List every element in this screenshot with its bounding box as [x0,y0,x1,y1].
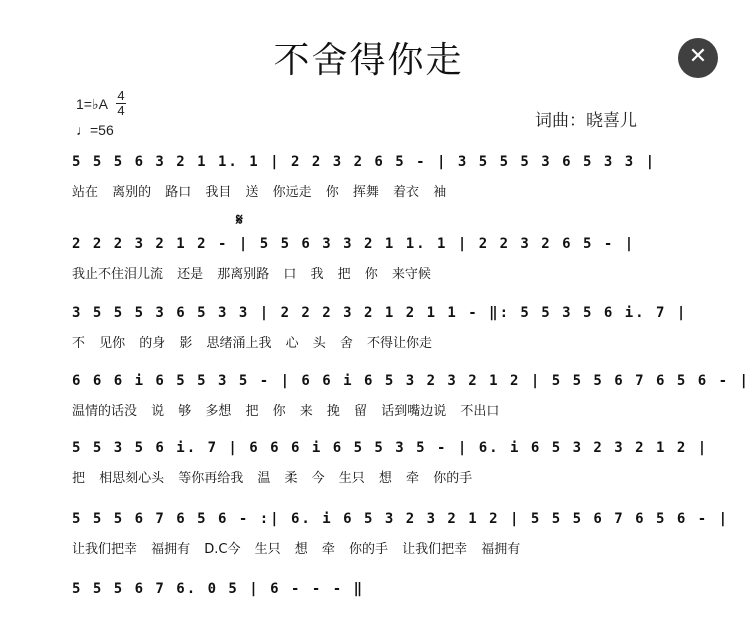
song-title: 不舍得你走 [273,40,464,81]
notation-line-2: 2 2 2 3 2 1 2 - | 5 5 6 3 3 2 1 1. 1 | 2 2 3 2 6 5 - | [72,236,636,252]
lyrics-line-6: 让我们把幸 福拥有 D.C今 生只 想 牵 你的手 让我们把幸 福拥有 [72,542,521,557]
lyrics-line-2: 我止不住泪儿流 还是 那离别路 口 我 把 你 来守候 [72,267,431,282]
notation-line-6: 5 5 5 6 7 6 5 6 - :| 6. i 6 5 3 2 3 2 1 2 | 5 5 5 6 7 6 5 6 - | [72,511,730,527]
lyrics-line-5: 把 相思刻心头 等你再给我 温 柔 今 生只 想 牵 你的手 [72,471,473,486]
notation-line-4: 6 6 6 i 6 5 5 3 5 - | 6 6 i 6 5 3 2 3 2 1 2 | 5 5 5 6 7 6 5 6 - | [72,373,750,389]
notation-line-5: 5 5 3 5 6 i. 7 | 6 6 6 i 6 5 5 3 5 - | 6. i 6 5 3 2 3 2 1 2 | [72,440,709,456]
lyrics-line-1: 站在 离别的 路口 我目 送 你远走 你 挥舞 着衣 袖 [72,185,447,200]
key-signature: 1=♭A [76,96,108,112]
lyricist-composer-credit: 词曲：晓喜儿 [535,111,637,131]
tempo-marking: ♩=56 [76,122,114,138]
lyrics-line-4: 温情的话没 说 够 多想 把 你 来 挽 留 话到嘴边说 不出口 [72,404,500,419]
notation-line-3: 3 5 5 5 3 6 5 3 3 | 2 2 2 3 2 1 2 1 1 - ‖: 5 5 3 5 6 i. 7 | [72,305,688,321]
time-signature-top: 4 [117,88,125,103]
close-icon: ✕ [688,44,708,69]
time-signature-bottom: 4 [117,103,125,118]
segno-sign: 𝄋 [236,210,243,229]
time-signature [116,90,126,117]
notation-line-1: 5 5 5 6 3 2 1 1. 1 | 2 2 3 2 6 5 - | 3 5 5 5 3 6 5 3 3 | [72,154,657,170]
notation-line-7: 5 5 5 6 7 6. 0 5 | 6 - - - ‖ [72,581,365,597]
lyrics-line-3: 不 见你 的身 影 思绪涌上我 心 头 舍 不得让你走 [72,336,433,351]
close-button[interactable] [678,38,718,78]
